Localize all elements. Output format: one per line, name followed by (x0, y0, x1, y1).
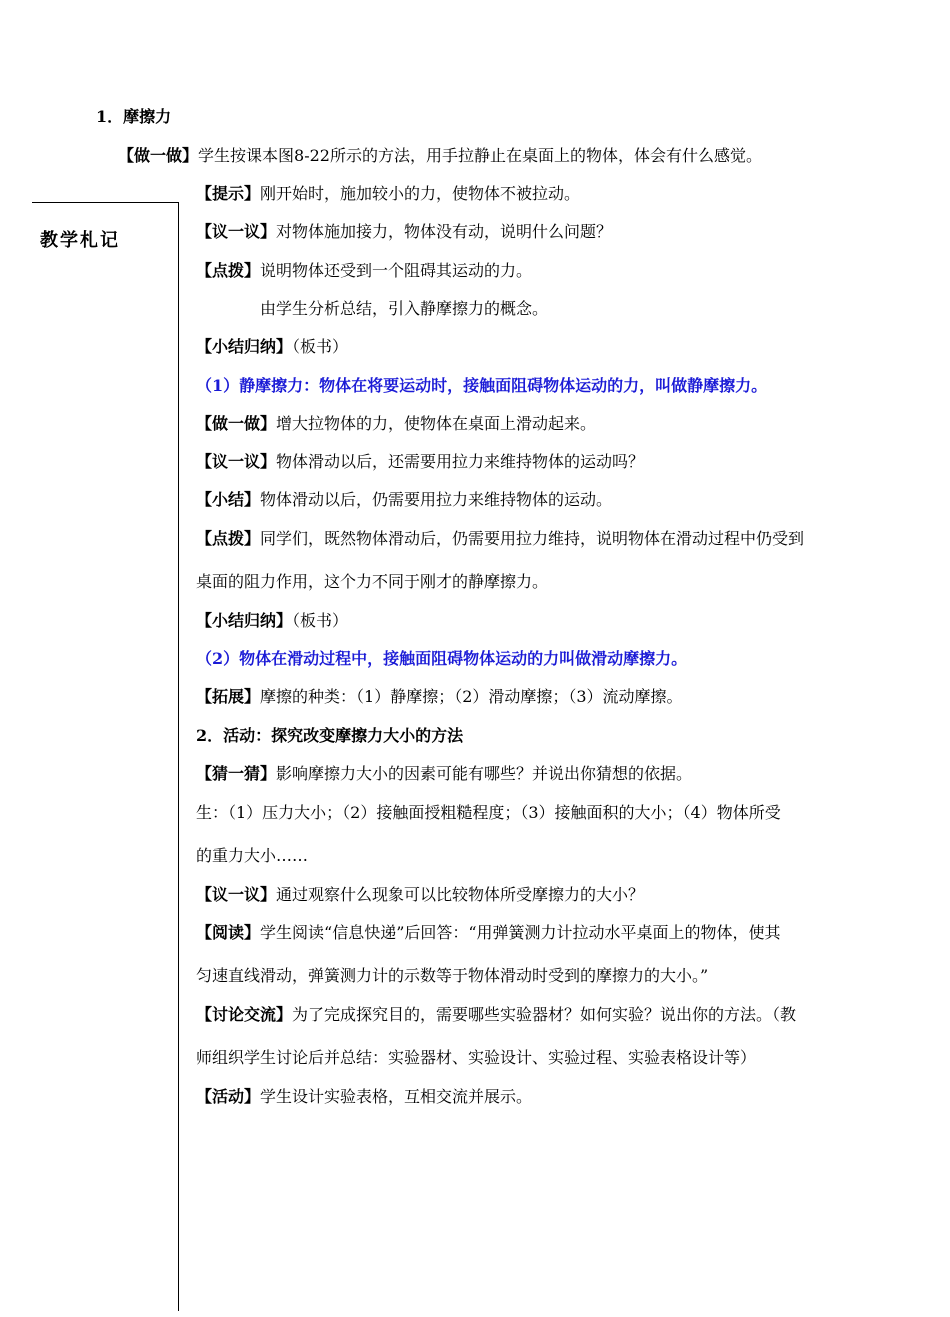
line-tag: 【议一议】 (196, 222, 277, 241)
line-text: 的重力大小…… (196, 846, 309, 865)
line-tag: 【讨论交流】 (196, 1005, 293, 1024)
line-discuss-3 (196, 882, 644, 905)
line-text: 说明物体还受到一个阻碍其运动的力。 (260, 261, 533, 280)
line-summary-3 (196, 608, 348, 631)
line-tag: 【小结归纳】 (196, 337, 293, 356)
line-text: （2）物体在滑动过程中，接触面阻碍物体运动的力叫做滑动摩擦力。 (196, 649, 688, 668)
line-tag: 【议一议】 (196, 452, 277, 471)
line-student-answer (196, 800, 781, 823)
line-extend (196, 684, 683, 707)
line-guess (196, 761, 692, 784)
line-tag: 【点拨】 (196, 529, 261, 548)
line-text: 为了完成探究目的，需要哪些实验器材？如何实验？说出你的方法。（教 (292, 1005, 797, 1024)
line-text: 刚开始时，施加较小的力，使物体不被拉动。 (260, 184, 581, 203)
line-hint (196, 181, 580, 204)
intro-text: 学生按课本图8-22所示的方法，用手拉静止在桌面上的物体，体会有什么感觉。 (198, 146, 762, 165)
line-text: 物体滑动以后，还需要用拉力来维持物体的运动吗？ (276, 452, 645, 471)
definition-sliding-friction (196, 646, 687, 669)
line-tag: 【阅读】 (196, 923, 261, 942)
line-guide-2 (196, 526, 804, 549)
line-text: 增大拉物体的力，使物体在桌面上滑动起来。 (276, 414, 597, 433)
line-text: 2．活动：探究改变摩擦力大小的方法 (196, 726, 464, 745)
line-discuss-1 (196, 219, 612, 242)
line-read-cont (196, 963, 708, 986)
line-text: 匀速直线滑动，弹簧测力计的示数等于物体滑动时受到的摩擦力的大小。” (196, 966, 709, 985)
section-heading-2 (196, 723, 463, 746)
intro-tag: 【做一做】 (118, 146, 199, 165)
line-text: 桌面的阻力作用，这个力不同于刚才的静摩擦力。 (196, 572, 549, 591)
line-text: （1）静摩擦力：物体在将要运动时，接触面阻碍物体运动的力，叫做静摩擦力。 (196, 376, 768, 395)
line-tag: 【议一议】 (196, 885, 277, 904)
line-text: 学生阅读“信息快递”后回答：“用弹簧测力计拉动水平桌面上的物体，使其 (260, 923, 781, 942)
line-text: 生：（1）压力大小；（2）接触面授粗糙程度；（3）接触面积的大小；（4）物体所受 (196, 803, 781, 822)
line-text: （板书） (292, 337, 349, 356)
line-summary-2 (196, 487, 612, 510)
line-summary-1 (196, 334, 348, 357)
line-tag: 【小结】 (196, 490, 261, 509)
definition-static-friction (196, 373, 767, 396)
sidebar-title: 教学札记 (40, 230, 120, 251)
line-tag: 【点拨】 (196, 261, 261, 280)
line-analysis (260, 296, 548, 319)
line-tag: 【小结归纳】 (196, 611, 293, 630)
line-text: 摩擦的种类：（1）静摩擦；（2）滑动摩擦；（3）流动摩擦。 (260, 687, 683, 706)
line-do-2 (196, 411, 596, 434)
line-text: （板书） (292, 611, 349, 630)
line-read (196, 920, 781, 943)
line-exchange-cont (196, 1045, 756, 1068)
line-guide-1 (196, 258, 532, 281)
intro-line (118, 143, 762, 166)
line-discuss-2 (196, 449, 644, 472)
section-heading-1: 1．摩擦力 (96, 107, 172, 126)
line-text: 学生设计实验表格，互相交流并展示。 (260, 1087, 533, 1106)
line-tag: 【活动】 (196, 1087, 261, 1106)
line-text: 对物体施加接力，物体没有动，说明什么问题？ (276, 222, 613, 241)
line-exchange (196, 1002, 796, 1025)
line-tag: 【提示】 (196, 184, 261, 203)
line-text: 物体滑动以后，仍需要用拉力来维持物体的运动。 (260, 490, 613, 509)
sidebar-divider-line (178, 266, 179, 1311)
line-activity (196, 1084, 532, 1107)
line-text: 通过观察什么现象可以比较物体所受摩擦力的大小？ (276, 885, 645, 904)
line-text: 师组织学生讨论后并总结：实验器材、实验设计、实验过程、实验表格设计等） (196, 1048, 757, 1067)
line-text: 同学们，既然物体滑动后，仍需要用拉力维持，说明物体在滑动过程中仍受到 (260, 529, 805, 548)
line-text: 影响摩擦力大小的因素可能有哪些？并说出你猜想的依据。 (276, 764, 693, 783)
line-text: 由学生分析总结，引入静摩擦力的概念。 (260, 299, 549, 318)
line-tag: 【做一做】 (196, 414, 277, 433)
line-tag: 【拓展】 (196, 687, 261, 706)
line-guide-2-cont (196, 569, 548, 592)
line-tag: 【猜一猜】 (196, 764, 277, 783)
line-student-answer-cont (196, 843, 308, 866)
